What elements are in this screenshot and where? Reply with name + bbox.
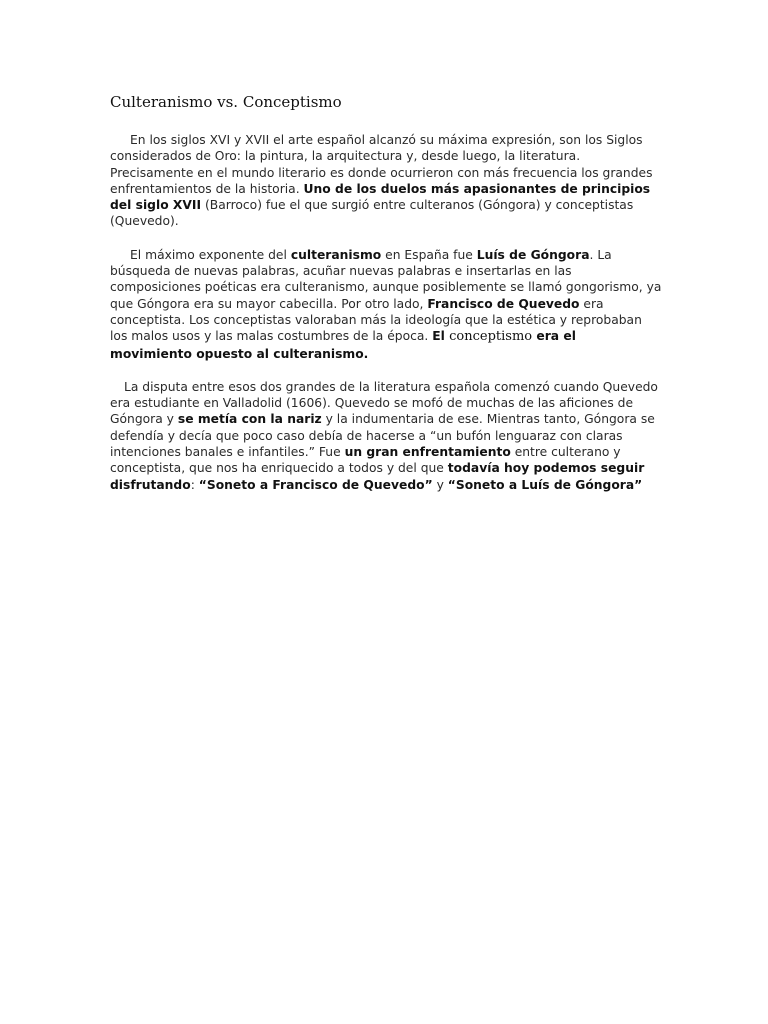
paragraph-3-text: La disputa entre esos dos grandes de la literatura española comenzó cuando Quevedo era estudiante en Valladolid (1606). Quevedo se mofó de muchas de las aficiones de Góngora y <box>110 379 658 427</box>
paragraph-3-bold-soneto-gongora: “Soneto a Luís de Góngora” <box>447 477 643 492</box>
document-title: Culteranismo vs. Conceptismo <box>110 93 342 111</box>
paragraph-1-text: En los siglos XVI y XVII el arte español alcanzó su máxima expresión, son los Siglos considerados de Oro: la pintura, la arquitectura y, desde luego, la literatura. Precisamente en el mundo literario es donde ocurrieron con más frecuencia los grandes enfrentamientos de la historia. <box>110 133 653 196</box>
paragraph-2-text: en España fue <box>381 247 477 262</box>
paragraph-2-text: El máximo exponente del <box>130 247 291 262</box>
paragraph-2-bold-quevedo: Francisco de Quevedo <box>427 296 580 311</box>
paragraph-3-bold-nariz: se metía con la nariz <box>177 412 322 427</box>
paragraph-1 <box>110 132 662 230</box>
paragraph-2-text: . La búsqueda de nuevas palabras, acuñar nuevas palabras e insertarlas en las composiciones poéticas era culteranismo, aunque posiblemente se llamó gongorismo, ya que Góngora era su mayor cabecilla. Por otro lado, <box>110 247 662 311</box>
paragraph-3-bold-todavia: todavía hoy podemos seguir disfrutando <box>110 461 645 492</box>
paragraph-3-bold-enfrentamiento: un gran enfrentamiento <box>344 445 511 460</box>
paragraph-3-bold-soneto-quevedo: “Soneto a Francisco de Quevedo” <box>198 477 433 492</box>
paragraph-2-bold-el: El <box>432 329 450 344</box>
paragraph-1-bold-duel: Uno de los duelos más apasionantes de principios del siglo XVII <box>110 181 651 213</box>
paragraph-2-bold-opposite: era el movimiento opuesto al culteranismo. <box>110 329 576 361</box>
paragraph-2-text: era conceptista. Los conceptistas valoraban más la ideología que la estética y reprobaban los malos usos y las malas costumbres de la época. <box>110 296 642 344</box>
paragraph-2-bold-culteranismo: culteranismo <box>290 247 382 262</box>
paragraph-3-text: entre culterano y conceptista, que nos ha enriquecido a todos y del que <box>110 445 621 476</box>
paragraph-3-text: y la indumentaria de ese. Mientras tanto, Góngora se defendía y decía que poco caso debía de hacerse a “un bufón lenguaraz con claras intenciones banales e infantiles.” Fue <box>110 412 655 460</box>
paragraph-2-bold-gongora: Luís de Góngora <box>476 247 590 262</box>
paragraph-3 <box>110 379 662 493</box>
paragraph-1-text: (Barroco) fue el que surgió entre culteranos (Góngora) y conceptistas (Quevedo). <box>110 198 634 229</box>
document-body <box>110 92 662 510</box>
paragraph-3-text: : <box>190 477 199 492</box>
paragraph-3-text: y <box>432 477 448 492</box>
paragraph-2 <box>110 247 662 362</box>
paragraph-2-serif-conceptismo: conceptismo <box>449 329 533 345</box>
